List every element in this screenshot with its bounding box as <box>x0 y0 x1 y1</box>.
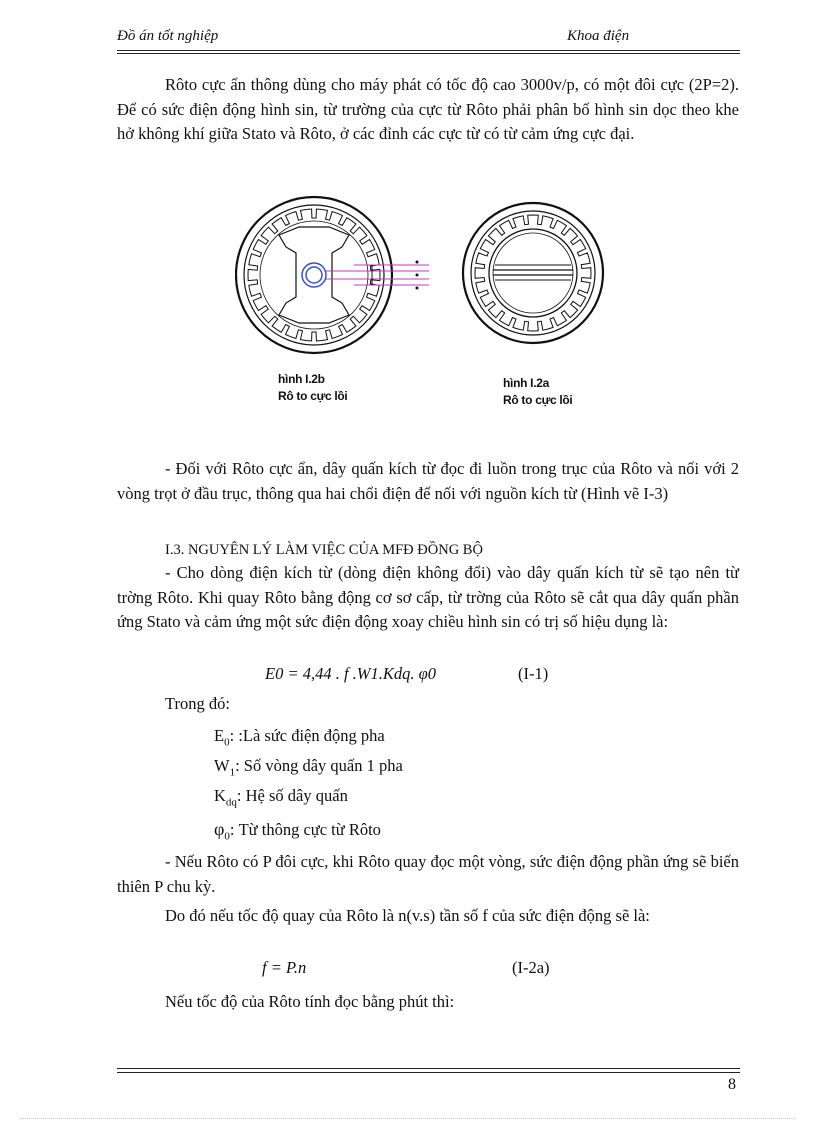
excitation-paragraph: - Đối với Rôto cực ẩn, dây quấn kích từ đọc đi luồn trong trục của Rôto và nối với 2 vòng trọt ở đầu trục, thông qua hai chổi điện để nối với nguồn kích từ (Hình vẽ I-3) <box>117 459 739 503</box>
frequency-paragraph: Do đó nếu tốc độ quay của Rôto là n(v.s) tần số f của sức điện động sẽ là: <box>165 906 650 925</box>
section-heading: I.3. NGUYÊN LÝ LÀM VIỆC CỦA MFĐ ĐỒNG BỘ <box>165 542 483 558</box>
footer-rule <box>117 1068 740 1069</box>
right-rotor-figure <box>463 203 603 343</box>
definition-w1: $W_1$: Số vòng dây quấn 1 pha <box>214 756 403 779</box>
header-left-title: Đồ án tốt nghiệp <box>117 28 219 44</box>
principle-paragraph: - Cho dòng điện kích từ (dòng điện không đổi) vào dây quấn kích từ sẽ tạo nên từ trờng Rôto. Khi quay Rôto bằng động cơ sơ cấp, từ trờng của Rôto sẽ cắt qua dây quấn phần ứng Stato và cảm ứng một sức điện động xoay chiều hình sin có trị số hiệu dụng là: <box>117 563 739 631</box>
right-figure-caption: hình I.2a Rô to cực lồi <box>503 376 573 407</box>
where-label: Trong đó: <box>165 694 230 713</box>
header-right-title: Khoa điện <box>567 28 630 44</box>
emf-formula-ref: (I-1) <box>518 664 549 683</box>
header-rule <box>117 50 740 51</box>
intro-paragraph: Rôto cực ẩn thông dùng cho máy phát có tốc độ cao 3000v/p, có một đôi cực (2P=2). Để có sức điện động hình sin, từ trường của cực từ Rôto phải phân bố hình sin dọc theo khe hở không khí giữa Stato và Rôto, ở các đỉnh các cực từ có từ cảm ứng cực đại. <box>117 75 739 143</box>
definition-kdq: $K_{dq}$: Hệ số dây quấn <box>214 786 348 809</box>
left-rotor-figure <box>236 197 429 353</box>
emf-formula: E0 = 4,44 . f .W1.Kdq. φ0 <box>265 664 437 683</box>
poles-paragraph: - Nếu Rôto có P đôi cực, khi Rôto quay đọc một vòng, sức điện động phần ứng sẽ biến thiên P chu kỳ. <box>117 852 739 896</box>
footer-rule-secondary <box>117 1072 740 1073</box>
frequency-formula: f = P.n <box>262 958 307 977</box>
perminute-paragraph: Nếu tốc độ của Rôto tính đọc bằng phút thì: <box>165 992 455 1011</box>
page-number: 8 <box>728 1076 736 1093</box>
frequency-formula-ref: (I-2a) <box>512 958 550 977</box>
header-rule-secondary <box>117 53 740 54</box>
stator-teeth <box>475 215 591 331</box>
rotor-diagrams <box>235 195 605 365</box>
definition-e0: $E_0$: :Là sức điện động pha <box>214 726 385 749</box>
page-bottom-dotted-border <box>20 1118 796 1119</box>
left-figure-caption: hình I.2b Rô to cực lồi <box>278 372 348 403</box>
definition-phi0: $\varphi_0$: Từ thông cực từ Rôto <box>214 819 381 843</box>
